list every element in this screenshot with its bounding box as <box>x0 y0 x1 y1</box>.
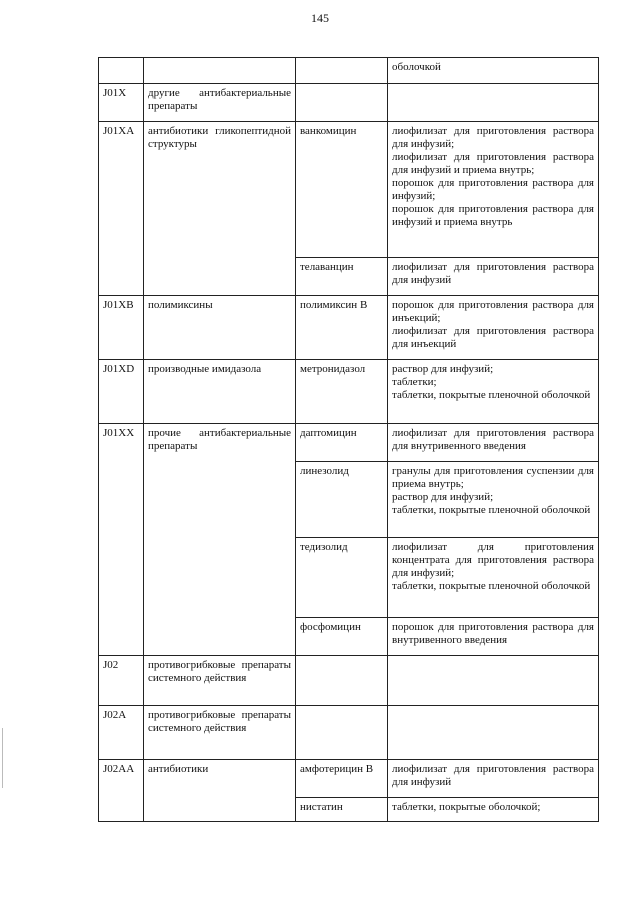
dosage-form-line: лиофилизат для приготовления раствора для внутривенного введения <box>392 427 594 452</box>
atc-code-cell: J02A <box>99 706 144 760</box>
atc-code-cell: J01XX <box>99 424 144 656</box>
substance-cell <box>296 706 388 760</box>
atc-code-cell: J01XA <box>99 122 144 296</box>
scan-margin-mark <box>2 728 3 788</box>
dosage-form-cell <box>388 122 599 258</box>
table-row <box>99 424 599 462</box>
dosage-form-cell <box>388 706 599 760</box>
dosage-form-cell <box>388 798 599 822</box>
dosage-form-cell <box>388 656 599 706</box>
dosage-form-line: таблетки, покрытые пленочной оболочкой <box>392 504 591 516</box>
substance-cell <box>296 58 388 84</box>
dosage-form-line: лиофилизат для приготовления раствора для инфузий и приема внутрь; <box>392 151 594 176</box>
dosage-form-line: лиофилизат для приготовления концентрата для приготовления раствора для инфузий; <box>392 541 594 579</box>
table-row <box>99 84 599 122</box>
substance-cell: тедизолид <box>296 538 388 618</box>
page-number: 145 <box>311 11 329 25</box>
substance-cell: нистатин <box>296 798 388 822</box>
dosage-form-cell <box>388 58 599 84</box>
dosage-form-cell <box>388 618 599 656</box>
group-cell: полимиксины <box>144 296 296 360</box>
group-cell: производные имидазола <box>144 360 296 424</box>
dosage-form-line: порошок для приготовления раствора для внутривенного введения <box>392 621 594 646</box>
dosage-form-cell <box>388 424 599 462</box>
atc-code-cell <box>99 58 144 84</box>
table-row <box>99 296 599 360</box>
atc-code-cell: J02 <box>99 656 144 706</box>
dosage-form-line: таблетки; <box>392 376 437 388</box>
atc-code-cell: J02AA <box>99 760 144 822</box>
substance-cell <box>296 84 388 122</box>
dosage-form-cell <box>388 360 599 424</box>
substance-cell: фосфомицин <box>296 618 388 656</box>
dosage-form-line: лиофилизат для приготовления раствора для инфузий; <box>392 125 594 150</box>
substance-cell: линезолид <box>296 462 388 538</box>
table-row <box>99 58 599 84</box>
dosage-form-line: лиофилизат для приготовления раствора для инфузий <box>392 261 594 286</box>
group-cell: противогрибковые препараты системного действия <box>144 656 296 706</box>
table-body <box>99 58 599 822</box>
dosage-form-cell <box>388 84 599 122</box>
group-cell: антибиотики гликопептидной структуры <box>144 122 296 296</box>
atc-code-cell: J01XD <box>99 360 144 424</box>
dosage-form-line: лиофилизат для приготовления раствора для инфузий <box>392 763 594 788</box>
atc-code-cell: J01X <box>99 84 144 122</box>
substance-cell <box>296 656 388 706</box>
group-cell: противогрибковые препараты системного действия <box>144 706 296 760</box>
substance-cell: метронидазол <box>296 360 388 424</box>
dosage-form-cell <box>388 760 599 798</box>
dosage-form-line: порошок для приготовления раствора для инфузий и приема внутрь <box>392 203 594 228</box>
dosage-form-cell <box>388 296 599 360</box>
substance-cell: полимиксин В <box>296 296 388 360</box>
dosage-form-line: порошок для приготовления раствора для инфузий; <box>392 177 594 202</box>
dosage-form-line: раствор для инфузий; <box>392 491 494 503</box>
substance-cell: телаванцин <box>296 258 388 296</box>
drug-classification-table <box>98 57 599 822</box>
table-row <box>99 122 599 258</box>
group-cell: антибиотики <box>144 760 296 822</box>
dosage-form-line: таблетки, покрытые пленочной оболочкой <box>392 580 591 592</box>
atc-code-cell: J01XB <box>99 296 144 360</box>
table-row <box>99 706 599 760</box>
group-cell <box>144 58 296 84</box>
table-row <box>99 656 599 706</box>
table-row <box>99 760 599 798</box>
dosage-form-cell <box>388 538 599 618</box>
group-cell: другие антибактериальные препараты <box>144 84 296 122</box>
substance-cell: даптомицин <box>296 424 388 462</box>
table-row <box>99 360 599 424</box>
dosage-form-line: таблетки, покрытые оболочкой; <box>392 801 541 813</box>
group-cell: прочие антибактериальные препараты <box>144 424 296 656</box>
dosage-form-cell <box>388 258 599 296</box>
dosage-form-line: раствор для инфузий; <box>392 363 494 375</box>
dosage-form-line: таблетки, покрытые пленочной оболочкой <box>392 389 591 401</box>
dosage-form-line: лиофилизат для приготовления раствора для инъекций <box>392 325 594 350</box>
substance-cell: амфотерицин В <box>296 760 388 798</box>
dosage-form-line: порошок для приготовления раствора для инъекций; <box>392 299 594 324</box>
dosage-form-line: гранулы для приготовления суспензии для приема внутрь; <box>392 465 594 490</box>
dosage-form-cell <box>388 462 599 538</box>
substance-cell: ванкомицин <box>296 122 388 258</box>
dosage-form-line: оболочкой <box>392 61 441 73</box>
